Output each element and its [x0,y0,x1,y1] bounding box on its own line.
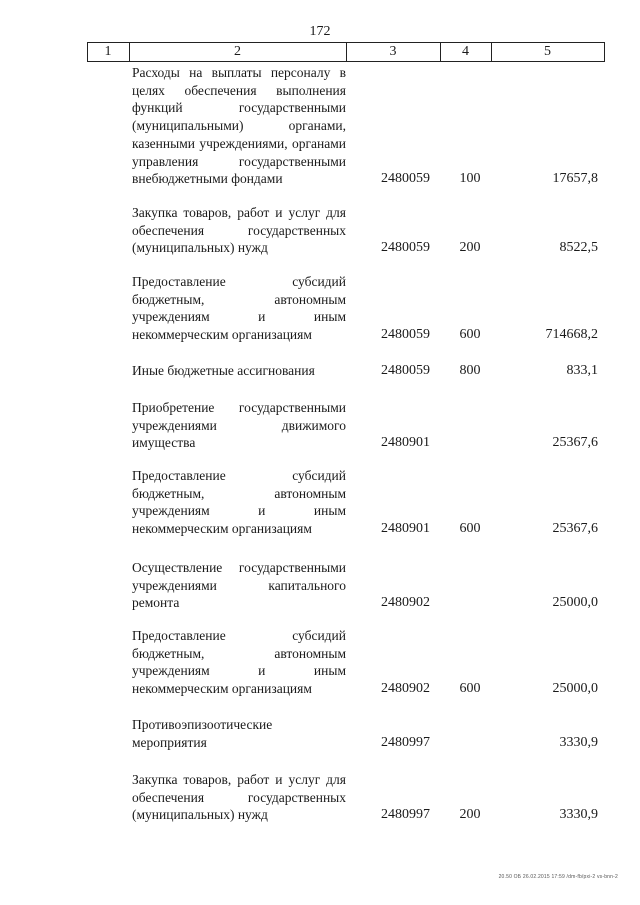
row-target-code: 2480059 [381,363,430,378]
row-description: Иные бюджетные ассигнования [132,363,315,378]
row-target-code: 2480059 [381,171,430,186]
row-expense-type: 600 [459,327,481,342]
column-header-3: 3 [389,44,397,59]
row-target-code: 2480997 [381,807,430,822]
row-amount: 714668,2 [545,327,598,342]
column-header-5: 5 [544,44,551,59]
row-target-code: 2480901 [381,521,430,536]
row-expense-type: 600 [459,681,481,696]
row-target-code: 2480902 [381,681,430,696]
row-description: Противоэпизоотические мероприятия [132,717,273,750]
row-expense-type: 200 [459,240,481,255]
row-description: Приобретение государственными учреждениями движимого имущества [132,400,346,451]
row-amount: 25367,6 [552,435,598,450]
row-target-code: 2480059 [381,240,430,255]
column-header-1: 1 [104,44,112,59]
table-header [87,42,605,62]
row-target-code: 2480997 [381,735,430,750]
row-expense-type: 200 [459,807,481,822]
row-description: Расходы на выплаты персоналу в целях обеспечения выполнения функций государственными (муниципальными) органами, казенными учреждениями, органами управления государственными внебюджетными фондами [132,65,346,187]
row-expense-type: 800 [459,363,481,378]
row-amount: 25000,0 [552,595,598,610]
row-expense-type: 100 [459,171,481,186]
page-number: 172 [309,24,331,39]
column-header-2: 2 [234,44,241,59]
row-description: Предоставление субсидий бюджетным, автономным учреждениям и иным некоммерческим организациям [132,628,346,697]
row-expense-type: 600 [459,521,481,536]
row-target-code: 2480059 [381,327,430,342]
row-amount: 833,1 [566,363,598,378]
row-amount: 17657,8 [552,171,598,186]
row-description: Закупка товаров, работ и услуг для обеспечения государственных (муниципальных) нужд [132,772,346,823]
row-description: Предоставление субсидий бюджетным, автономным учреждениям и иным некоммерческим организациям [132,274,346,343]
row-amount: 25000,0 [552,681,598,696]
row-description: Осуществление государственными учреждениями капитального ремонта [132,560,346,611]
row-target-code: 2480901 [381,435,430,450]
row-amount: 3330,9 [559,807,598,822]
row-description: Закупка товаров, работ и услуг для обеспечения государственных (муниципальных) нужд [132,205,346,256]
row-amount: 8522,5 [559,240,598,255]
row-description: Предоставление субсидий бюджетным, автономным учреждениям и иным некоммерческим организациям [132,468,346,537]
row-amount: 3330,9 [559,735,598,750]
row-amount: 25367,6 [552,521,598,536]
column-header-4: 4 [462,44,469,59]
row-target-code: 2480902 [381,595,430,610]
print-stamp: 20.50 ОБ 26.02.2015 17:59 /dm-fb/pxi-2 vs-bnn-2 [498,874,618,880]
